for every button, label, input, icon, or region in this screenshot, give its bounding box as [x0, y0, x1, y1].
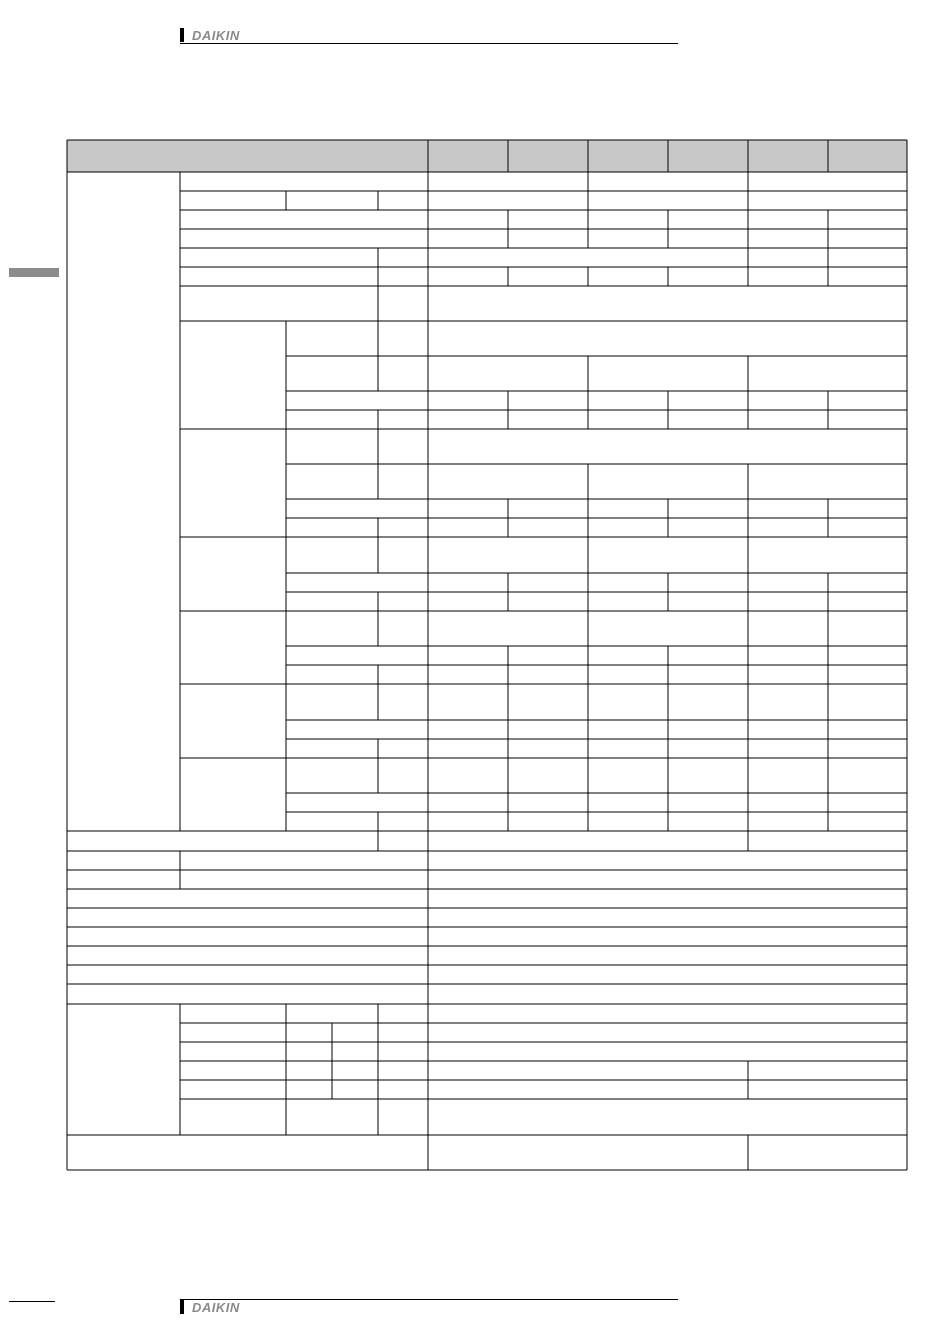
daikin-wordmark: DAIKIN [192, 1299, 240, 1315]
header-row-fill [67, 140, 907, 172]
table-header-fill [67, 140, 907, 172]
table-grid-lines [67, 140, 907, 1170]
footer-short-rule [9, 1301, 55, 1302]
daikin-wordmark: DAIKIN [192, 27, 240, 43]
logo-bar [180, 1300, 184, 1314]
footer-logo [180, 1297, 240, 1317]
footer-rule [180, 1299, 678, 1300]
